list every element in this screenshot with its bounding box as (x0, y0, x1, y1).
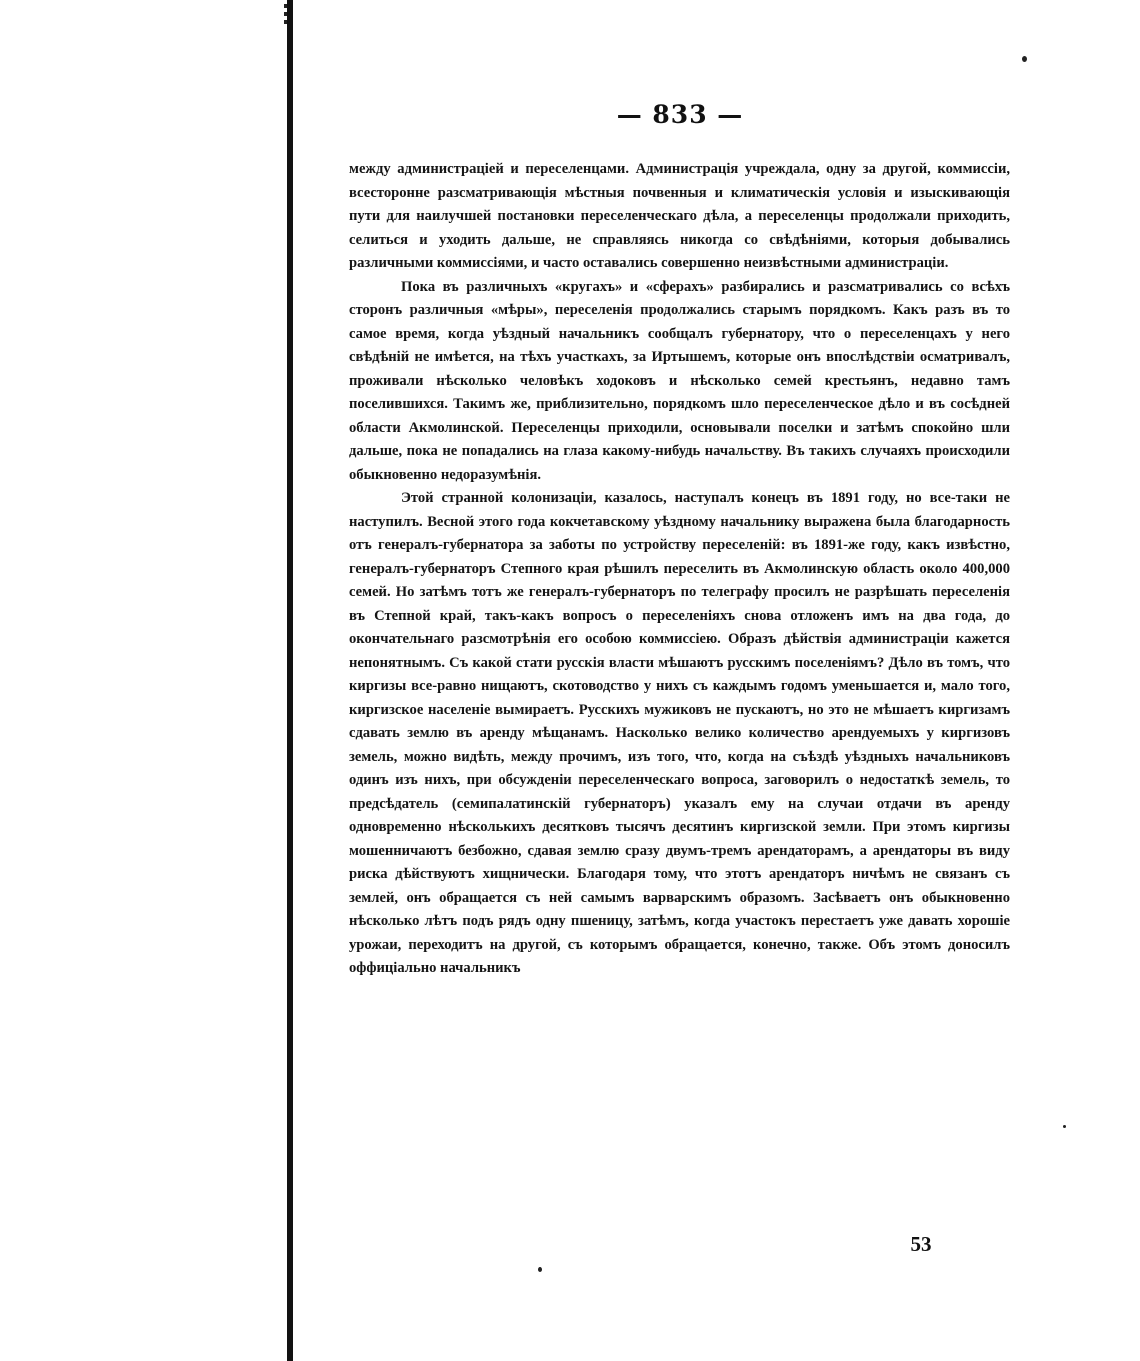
scan-speck (1022, 56, 1027, 62)
paragraph-2: Пока въ различныхъ «кругахъ» и «сферахъ» разбирались и разсматривались со всѣхъ сторонъ различныя «мѣры», переселенія продолжались старымъ порядкомъ. Какъ разъ въ то самое время, когда уѣздный начальникъ сообщалъ губернатору, что о переселенцахъ у него свѣдѣній не имѣется, на тѣхъ участкахъ, за Иртышемъ, которые онъ впослѣдствіи осматривалъ, проживали нѣсколько человѣкъ ходоковъ и нѣсколько семей крестьянъ, недавно тамъ поселившихся. Такимъ же, приблизительно, порядкомъ шло переселенческое дѣло и въ сосѣдней области Акмолинской. Переселенцы приходили, основывали поселки и затѣмъ спокойно шли дальше, пока не попадались на глаза какому-нибудь начальству. Въ такихъ случаяхъ происходили обыкновенно недоразумѣнія. (349, 278, 1010, 483)
paragraph-1: между администраціей и переселенцами. Администрація учреждала, одну за другой, коммиссіи, всесторонне разсматривающія мѣстныя почвенныя и климатическія условія и изыскивающія пути для наилучшей постановки переселенческаго дѣла, а переселенцы продолжали приходить, селиться и уходить дальше, не справляясь никогда со свѣдѣніями, которыя добывались различными коммиссіями, и часто оставались совершенно неизвѣстными администраціи. (349, 161, 1010, 271)
paragraph-3: Этой странной колонизаціи, казалось, наступалъ конецъ въ 1891 году, но все-таки не наступилъ. Весной этого года кокчетавскому уѣздному начальнику выражена была благодарность отъ генералъ-губернатора за заботы по устройству переселеній: въ 1891-же году, какъ извѣстно, генералъ-губернаторъ Степного края рѣшилъ переселить въ Акмолинскую область около 400,000 семей. Но затѣмъ тотъ же генералъ-губернаторъ по телеграфу просилъ не разрѣшать переселенія въ Степной край, такъ-какъ вопросъ о переселеніяхъ снова отложенъ имъ на два года, до окончательнаго разсмотрѣнія его особою коммиссіею. Образъ дѣйствія администраціи кажется непонятнымъ. Съ какой стати русскія власти мѣшаютъ русскимъ поселеніямъ? Дѣло въ томъ, что киргизы все-равно нищаютъ, скотоводство у нихъ съ каждымъ годомъ уменьшается и, мало того, киргизское населеніе вымираетъ. Русскихъ мужиковъ не пускаютъ, но это не мѣшаетъ киргизамъ сдавать землю въ аренду мѣщанамъ. Насколько велико количество арендуемыхъ у киргизовъ земель, можно видѣть, между прочимъ, изъ того, что, когда на съѣздѣ уѣздныхъ начальниковъ одинъ изъ нихъ, при обсужденіи переселенческаго вопроса, заговорилъ о недостаткѣ земель, то предсѣдатель (семипалатинскій губернаторъ) указалъ ему на случаи отдачи въ аренду одновременно нѣсколькихъ десятковъ тысячъ десятинъ киргизской земли. При этомъ киргизы мошенничаютъ безбожно, сдавая землю сразу двумъ-тремъ арендаторамъ, а арендаторы въ виду риска дѣйствуютъ хищнически. Благодаря тому, что этотъ арендаторъ ничѣмъ не связанъ съ землей, онъ обращается съ ней самымъ варварскимъ образомъ. Засѣваетъ онъ обыкновенно нѣсколько лѣтъ подъ рядъ одну пшеницу, затѣмъ, когда участокъ перестаетъ уже давать хорошіе урожаи, переходитъ на другой, съ которымъ обращается, конечно, также. Объ этомъ доносилъ оффиціально начальникъ (349, 490, 1010, 976)
binding-edge-rule (287, 0, 293, 1361)
page-number: — 833 — (616, 100, 744, 129)
printer-signature-mark: 53 (910, 1232, 932, 1256)
scan-speck (1063, 1125, 1066, 1128)
binding-edge-marks (284, 4, 287, 26)
scan-speck (538, 1267, 542, 1272)
body-text (349, 158, 1010, 981)
